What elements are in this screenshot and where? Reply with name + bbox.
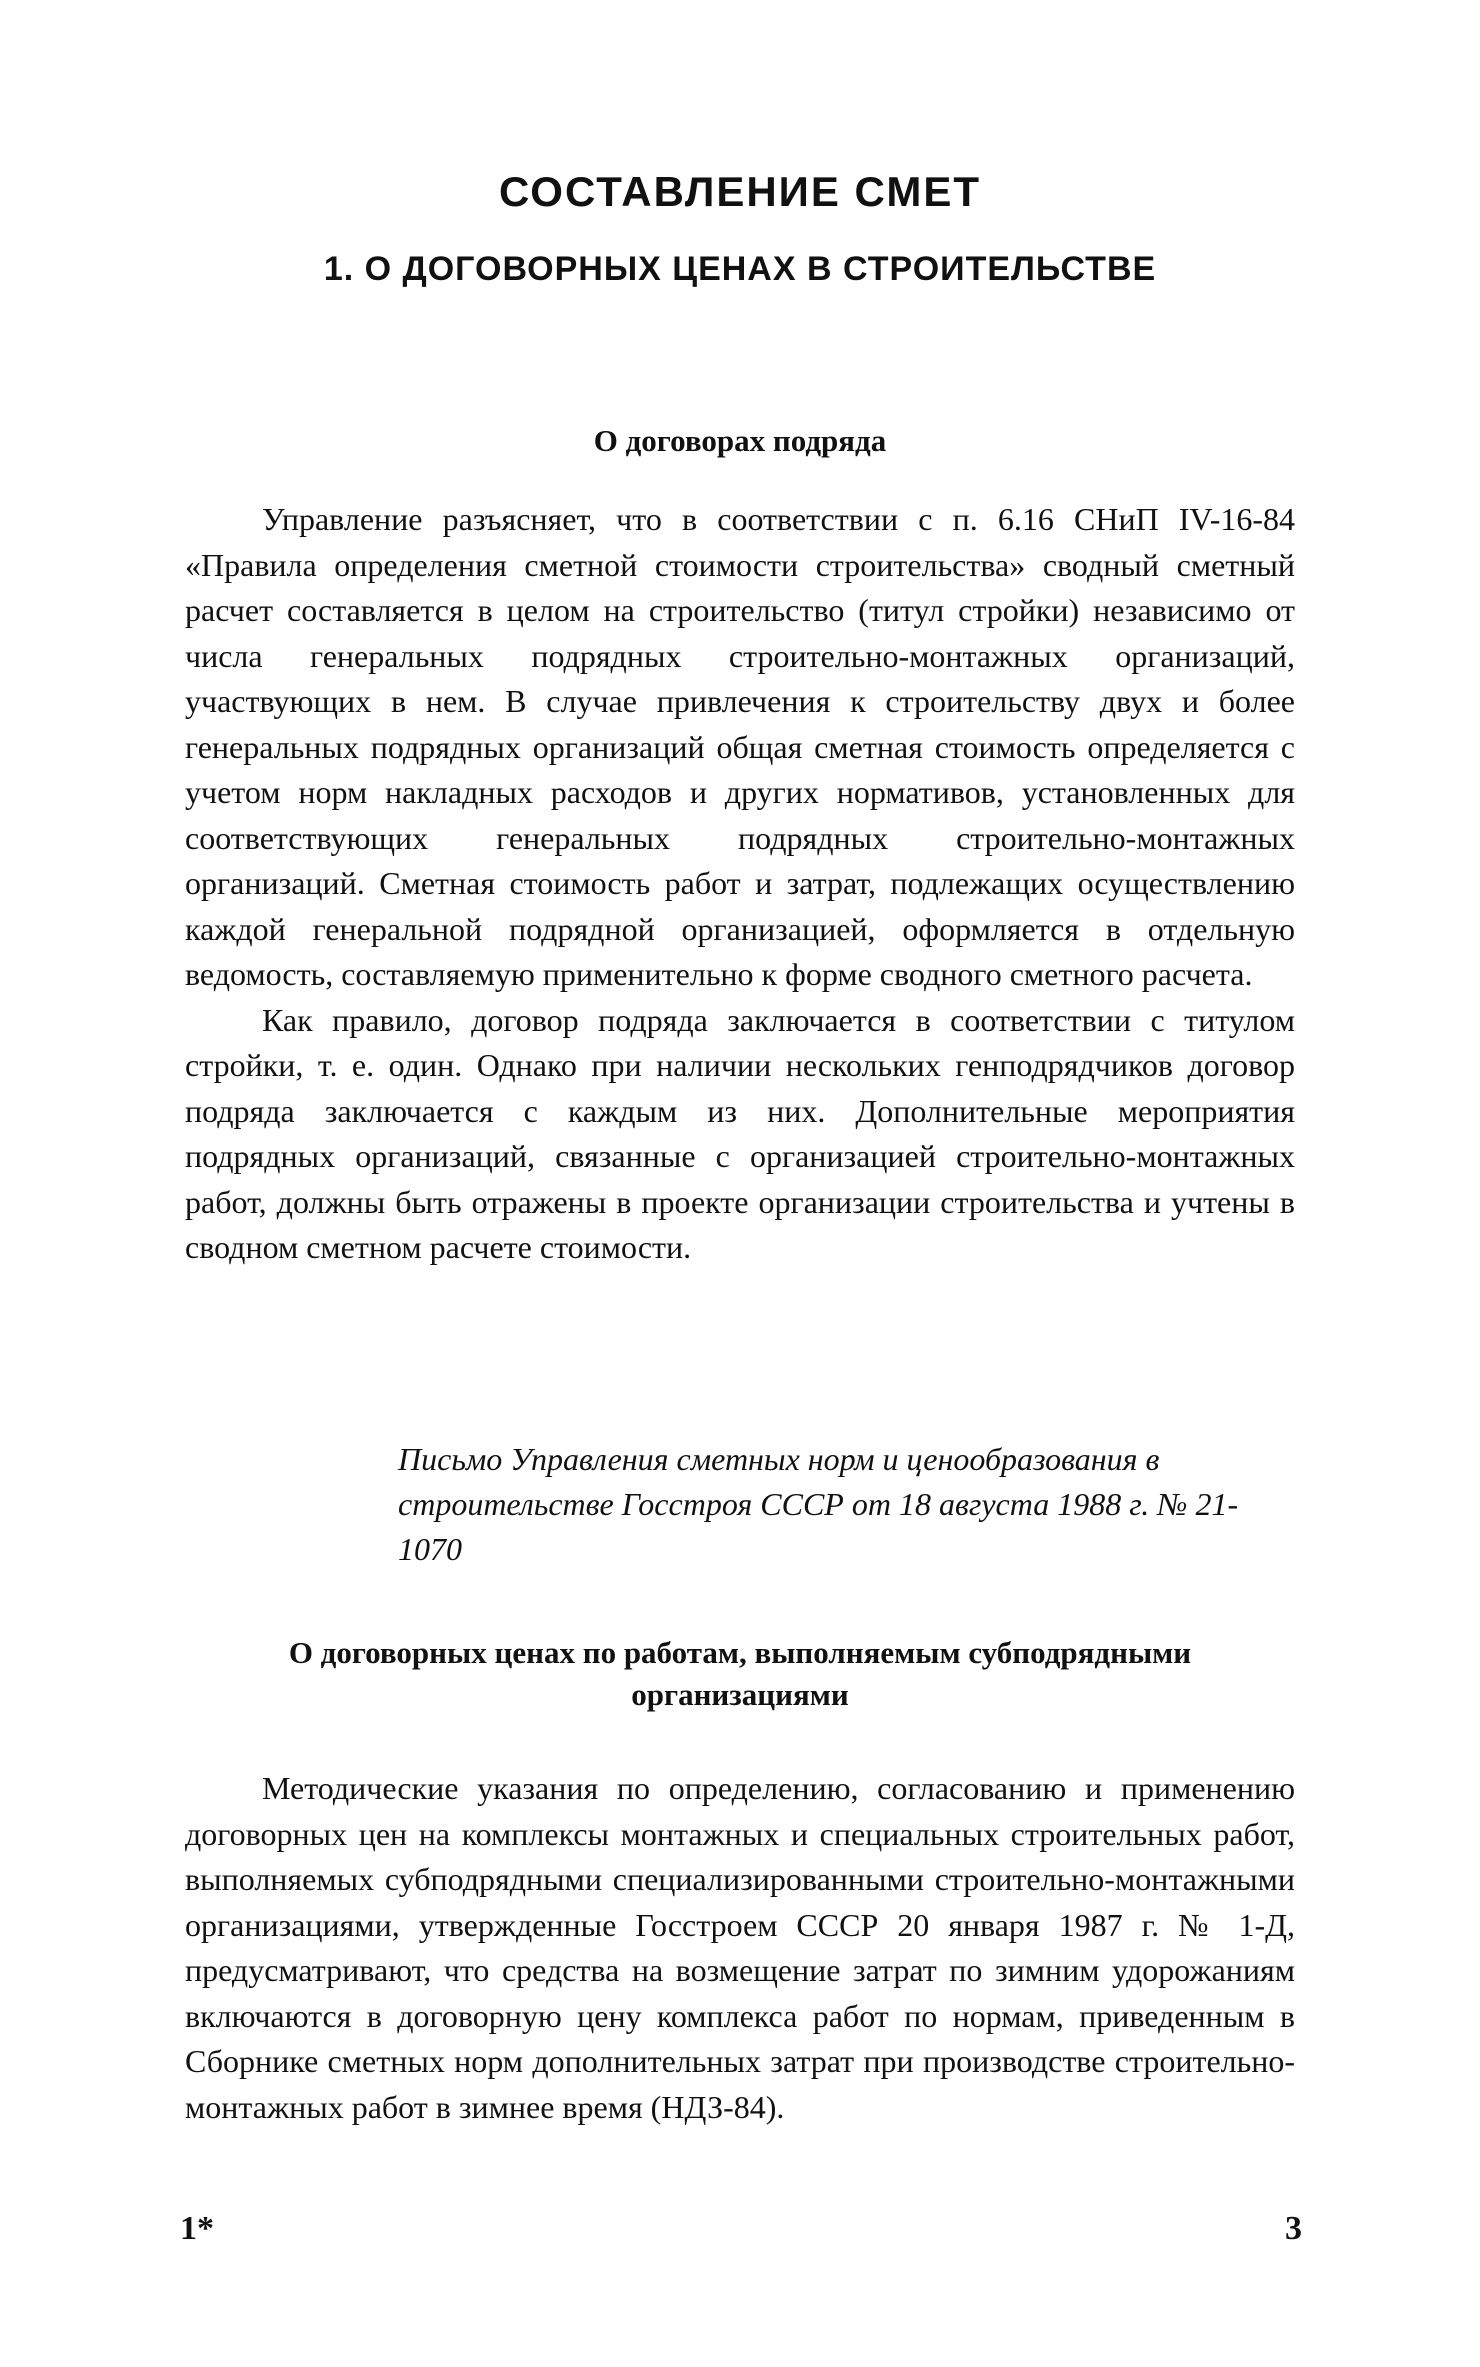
section-body-subcontract-prices <box>185 1766 1295 2130</box>
section-heading-contracts: О договорах подряда <box>593 423 887 458</box>
paragraph: Управление разъясняет, что в соответствии с п. 6.16 СНиП IV-16-84 «Правила определения сметной стоимости строительства» сводный сметный расчет составляется в целом на строительство (титул стройки) независимо от числа генеральных подрядных строительно-монтажных организаций, участвующих в нем. В случае привлечения к строительству двух и более генеральных подрядных организаций общая сметная стоимость определяется с учетом норм накладных расходов и других нормативов, установленных для соответствующих генеральных подрядных строительно-монтажных организаций. Сметная стоимость работ и затрат, подлежащих осуществлению каждой генеральной подрядной организацией, оформляется в отдельную ведомость, составляемую применительно к форме сводного сметного расчета. <box>185 501 1295 992</box>
chapter-title: 1. О ДОГОВОРНЫХ ЦЕНАХ В СТРОИТЕЛЬСТВЕ <box>323 250 1157 288</box>
section-heading-subcontract-prices: О договорных ценах по работам, выполняемым субподрядными организациями <box>288 1635 1192 1712</box>
citation: Письмо Управления сметных норм и ценообразования в строительстве Госстроя СССР от 18 августа 1988 г. № 21-1070 <box>398 1441 1239 1567</box>
document-title: СОСТАВЛЕНИЕ СМЕТ <box>499 168 981 215</box>
signature-mark: 1* <box>180 2210 214 2247</box>
page-number: 3 <box>1285 2210 1302 2247</box>
paragraph: Как правило, договор подряда заключается в соответствии с титулом стройки, т. е. один. Однако при наличии нескольких генподрядчиков договор подряда заключается с каждым из них. Дополнительные мероприятия подрядных организаций, связанные с организацией строительно-монтажных работ, должны быть отражены в проекте организации строительства и учтены в сводном сметном расчете стоимости. <box>185 1001 1295 1265</box>
paragraph: Методические указания по определению, согласованию и применению договорных цен на комплексы монтажных и специальных строительных работ, выполняемых субподрядными специализированными строительно-монтажными организациями, утвержденные Госстроем СССР 20 января 1987 г. № 1-Д, предусматривают, что средства на возмещение затрат по зимним удорожаниям включаются в договорную цену комплекса работ по нормам, приведенным в Сборнике сметных норм дополнительных затрат при производстве строительно-монтажных работ в зимнее время (НДЗ-84). <box>185 1770 1295 2125</box>
section-body-contracts <box>185 497 1295 1271</box>
